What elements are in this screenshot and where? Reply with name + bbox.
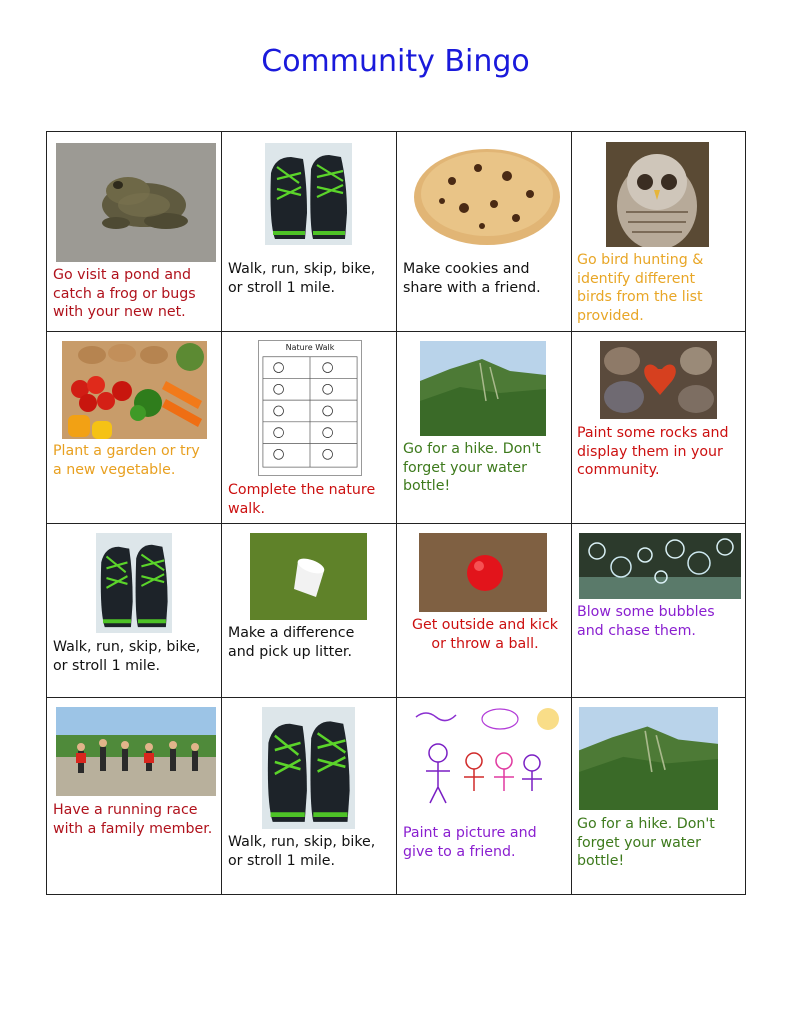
vegetables-photo xyxy=(62,341,207,439)
bingo-cell-litter xyxy=(221,523,397,698)
cell-text: Complete the nature walk. xyxy=(228,482,376,517)
cell-text: Blow some bubbles and chase them. xyxy=(577,604,715,639)
bingo-cell-walk-3 xyxy=(221,697,397,895)
cell-text: Get outside and kick or throw a ball. xyxy=(412,617,558,652)
cell-text: Paint a picture and give to a friend. xyxy=(403,825,537,860)
bingo-cell-walk-2 xyxy=(46,523,222,698)
cell-text: Go bird hunting & identify different birds from the list provided. xyxy=(577,252,704,324)
bingo-cell-bubbles xyxy=(571,523,746,698)
cell-text: Make cookies and share with a friend. xyxy=(403,261,541,296)
bingo-cell-walk-1 xyxy=(221,131,397,332)
cell-text: Walk, run, skip, bike, or stroll 1 mile. xyxy=(228,834,376,869)
cell-text: Have a running race with a family member. xyxy=(53,802,213,837)
bingo-cell-nature-walk xyxy=(221,331,397,524)
cell-text: Go for a hike. Don't forget your water bottle! xyxy=(403,441,541,495)
sneakers-photo xyxy=(96,533,172,633)
bingo-cell-cookies xyxy=(396,131,572,332)
bubbles-photo xyxy=(579,533,741,599)
owl-photo xyxy=(606,142,709,247)
bingo-cell-picture xyxy=(396,697,572,895)
mountain-photo xyxy=(420,341,546,436)
cell-text: Walk, run, skip, bike, or stroll 1 mile. xyxy=(228,261,376,296)
page-title: Community Bingo xyxy=(261,44,530,79)
bingo-cell-hike-2 xyxy=(571,697,746,895)
mountain-photo xyxy=(579,707,718,810)
sneakers-photo xyxy=(262,707,355,829)
cell-text: Make a difference and pick up litter. xyxy=(228,625,355,660)
bingo-cell-race xyxy=(46,697,222,895)
red-ball-photo xyxy=(419,533,547,612)
cell-text: Paint some rocks and display them in your community. xyxy=(577,425,729,479)
bingo-cell-hike-1 xyxy=(396,331,572,524)
bingo-cell-birds xyxy=(571,131,746,332)
bingo-cell-rocks xyxy=(571,331,746,524)
bingo-cell-garden xyxy=(46,331,222,524)
child-drawing xyxy=(410,705,563,809)
painted-rocks-photo xyxy=(600,341,717,419)
nature-walk-worksheet xyxy=(258,340,362,476)
bingo-cell-ball xyxy=(396,523,572,698)
cell-text: Plant a garden or try a new vegetable. xyxy=(53,443,200,478)
bingo-cell-pond xyxy=(46,131,222,332)
frog-photo xyxy=(56,143,216,262)
worksheet-title: Nature Walk xyxy=(285,343,335,352)
cookie-photo xyxy=(412,146,562,248)
litter-cup-photo xyxy=(250,533,367,620)
cell-text: Go for a hike. Don't forget your water bottle! xyxy=(577,816,715,870)
running-race-photo xyxy=(56,707,216,796)
cell-text: Go visit a pond and catch a frog or bugs with your new net. xyxy=(53,267,196,321)
cell-text: Walk, run, skip, bike, or stroll 1 mile. xyxy=(53,639,201,674)
sneakers-photo xyxy=(265,143,352,245)
